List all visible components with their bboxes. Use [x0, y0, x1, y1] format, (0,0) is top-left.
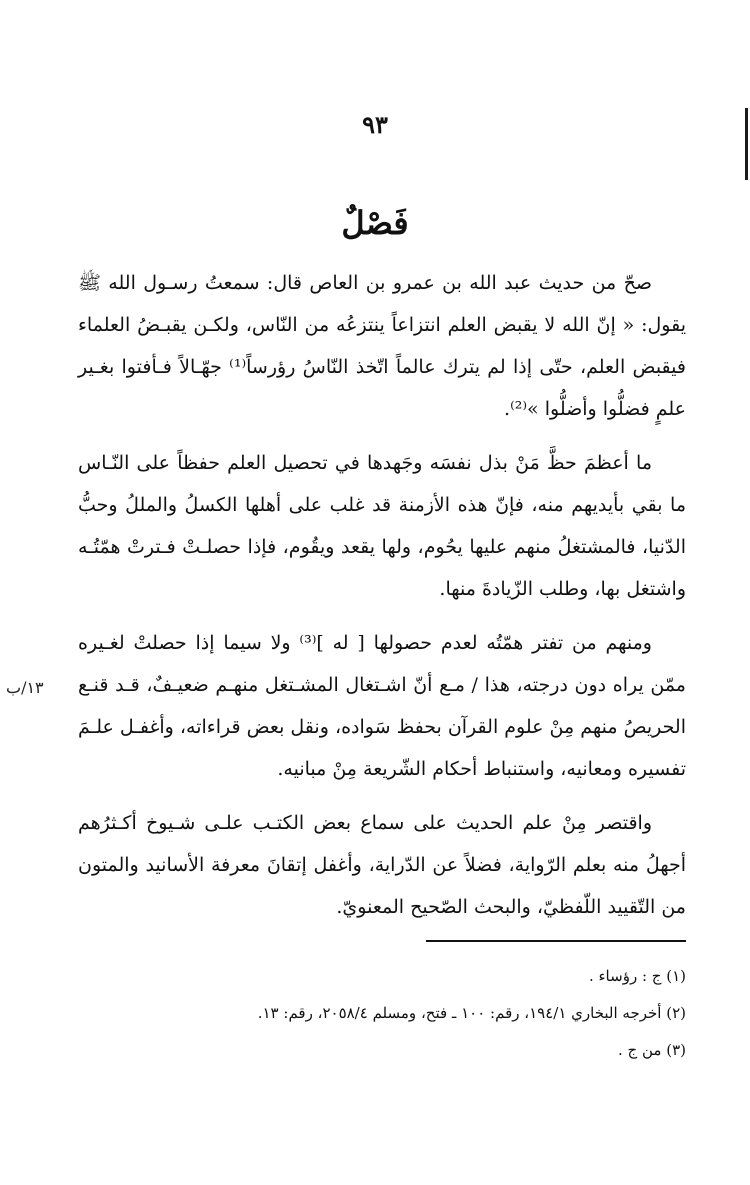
paragraph-hadith — [78, 262, 686, 430]
body-text — [78, 262, 686, 940]
paragraph-quran-study — [78, 622, 686, 790]
manuscript-folio-note: ١٣/ب — [6, 678, 44, 697]
section-title: فَصْلٌ — [341, 204, 409, 242]
paragraph-text: صحّ من حديث عبد الله بن عمرو بن العاص قال: سمعتُ رسـول الله ﷺ يقول: « إنّ الله لا يقبض العلم انتزاعاً ينتزعُه من النّاس، ولكـن يقبـضُ العلماء فيقبض العلم، حتّى إذا لم يترك عالماً اتّخذ النّاسُ رؤرساً⁽¹⁾ جهّـالاً فـأفتوا بغـير علمٍ فضلُّوا وأضلُّوا »⁽²⁾. — [78, 272, 686, 420]
paragraph-text: ومنهم من تفتر همّتُه لعدم حصولها [ له ]⁽³⁾ ولا سيما إذا حصلتْ لغـيره ممّن يراه دون درجته، هذا / مـع أنّ اشـتغال المشـتغل منهـم ضعيـفٌ، قـد قنـع الحريصُ منهم مِنْ علوم القرآن بحفظ سَواده، ونقل بعض قراءاته، وأغفـل علـمَ تفسيره ومعانيه، واستنباط أحكام الشّريعة مِنْ مبانيه. — [78, 632, 686, 780]
page-number: ٩٣ — [362, 110, 388, 139]
footnote-separator — [426, 940, 686, 942]
footnote-3: (٣) من ج . — [618, 1041, 686, 1059]
paragraph-hadith-study — [78, 802, 686, 928]
paragraph-text: ما أعظمَ حظَّ مَنْ بذل نفسَه وجَهدها في تحصيل العلم حفظاً على النّـاس ما بقي بأيديهم منه، فإنّ هذه الأزمنة قد غلب على أهلها الكسلُ والمللُ وحبُّ الدّنيا، فالمشتغلُ منهم عليها يحُوم، ولها يقعد ويقُوم، فإذا حصلـتْ فـترتْ همّتُـه واشتغل بها، وطلب الزّيادةَ منها. — [78, 452, 686, 600]
paragraph-text: واقتصر مِنْ علم الحديث على سماع بعض الكتـب علـى شـيوخ أكـثرُهم أجهلُ منه بعلم الرّواية، فضلاً عن الدّراية، وأغفل إتقانَ معرفة الأسانيد والمتون من التّقييد اللّفظيّ، والبحث الصّحيح المعنويّ. — [78, 812, 686, 918]
footnote-2: (٢) أخرجه البخاري ١٩٤/١، رقم: ١٠٠ ـ فتح، ومسلم ٢٠٥٨/٤، رقم: ١٣. — [257, 1004, 686, 1022]
footnotes — [78, 958, 686, 1069]
paragraph-knowledge — [78, 442, 686, 610]
footnote-1: (١) ج : رؤساء . — [588, 967, 686, 985]
